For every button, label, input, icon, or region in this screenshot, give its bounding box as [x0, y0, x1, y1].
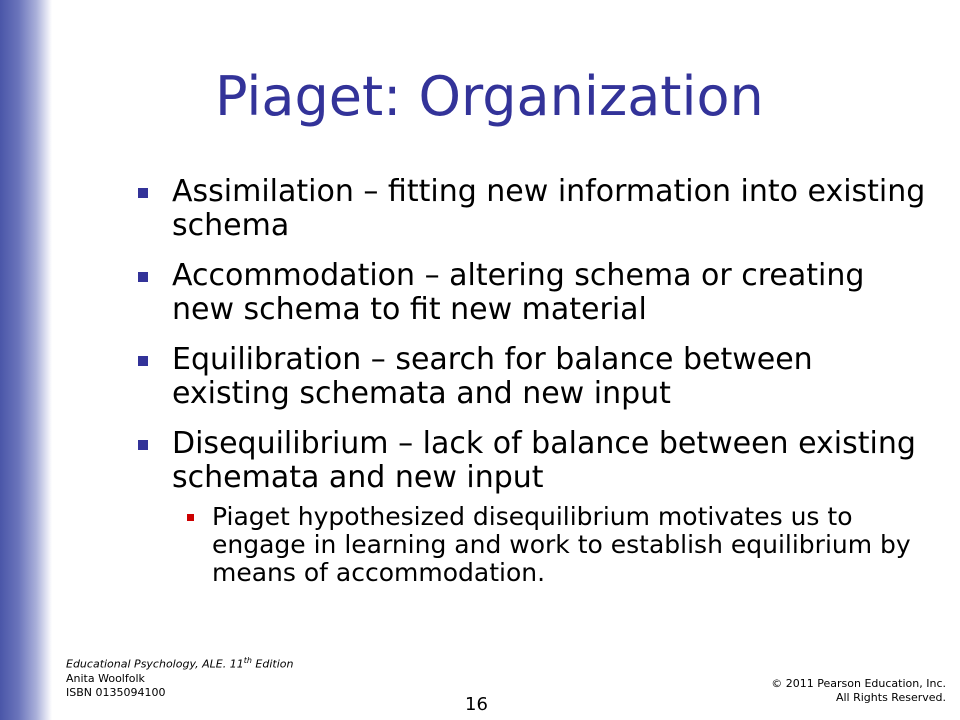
left-gradient-band: [0, 0, 52, 720]
square-bullet-icon: [138, 356, 148, 366]
page-number: 16: [465, 694, 488, 715]
book-title: Educational Psychology, ALE. 11th Edition: [66, 656, 294, 671]
square-bullet-icon: [138, 440, 148, 450]
bullet-text: Accommodation – altering schema or creating new schema to fit new material: [172, 258, 865, 327]
sub-bullet-text: Piaget hypothesized disequilibrium motivates us to engage in learning and work to establish equilibrium by means of accommodation.: [212, 502, 911, 587]
bullet-item: [135, 427, 935, 587]
bullet-item: [135, 175, 935, 243]
square-bullet-icon: [138, 188, 148, 198]
bullet-text: Assimilation – fitting new information into existing schema: [172, 174, 926, 243]
small-square-bullet-icon: [187, 514, 194, 521]
rights-text: All Rights Reserved.: [835, 691, 946, 704]
footer-copyright: [771, 677, 946, 705]
copyright-text: © 2011 Pearson Education, Inc.: [771, 677, 946, 690]
bullet-list: [135, 175, 935, 603]
bullet-text: Disequilibrium – lack of balance between existing schemata and new input: [172, 426, 916, 495]
sub-bullet-item: [172, 503, 935, 587]
bullet-item: [135, 343, 935, 411]
bullet-text: Equilibration – search for balance between existing schemata and new input: [172, 342, 813, 411]
slide-title: Piaget: Organization: [215, 65, 764, 128]
sub-bullet-list: [172, 503, 935, 587]
bullet-item: [135, 259, 935, 327]
author-name: Anita Woolfolk: [66, 671, 145, 685]
square-bullet-icon: [138, 272, 148, 282]
footer-citation: [66, 654, 293, 700]
isbn: ISBN 0135094100: [66, 685, 166, 699]
